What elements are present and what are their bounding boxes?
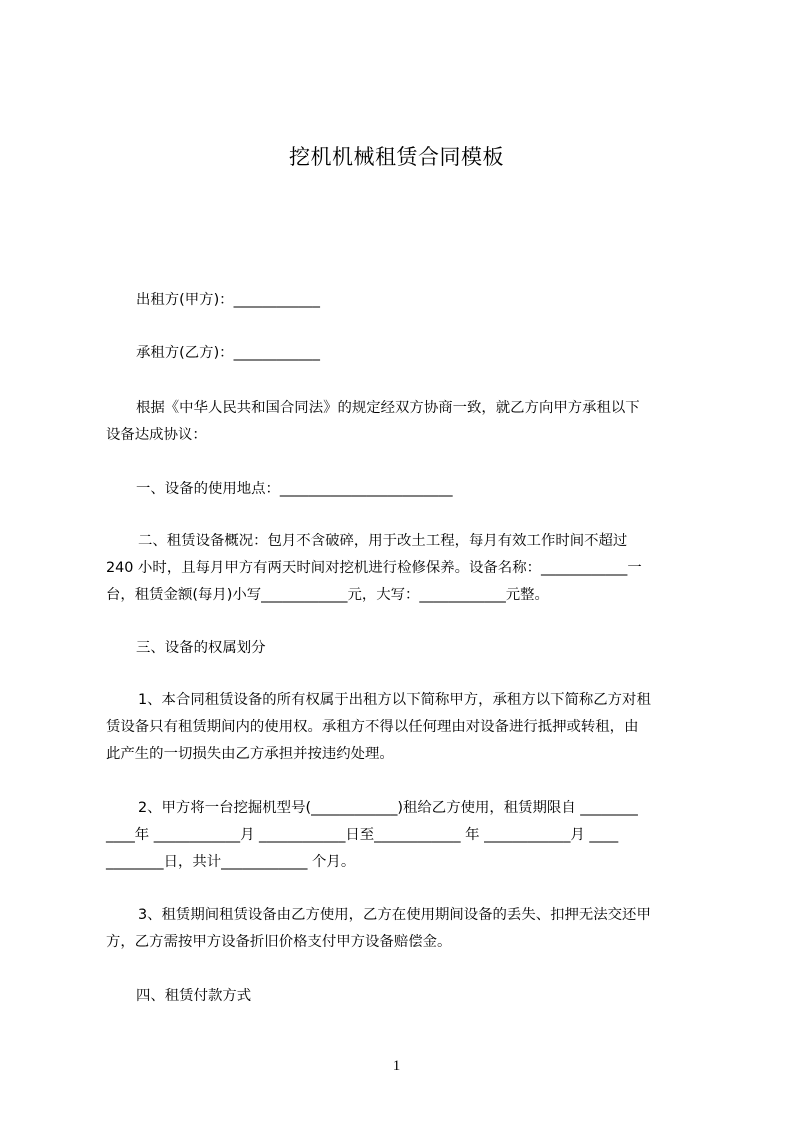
clause-two-line-1: 2、甲方将一台挖掘机型号(____________)租给乙方使用，租赁期限自 ________ <box>138 800 638 816</box>
clause-one-line-1: 1、本合同租赁设备的所有权属于出租方以下简称甲方，承租方以下简称乙方对租 <box>138 692 651 708</box>
clause-one-line-2: 赁设备只有租赁期间内的使用权。承租方不得以任何理由对设备进行抵押或转租，由 <box>106 719 639 735</box>
document-title: 挖机机械租赁合同模板 <box>289 145 504 169</box>
section-two-line-2: 240 小时，且每月甲方有两天时间对挖机进行检修保养。设备名称：____________一 <box>106 560 642 576</box>
page-number: 1 <box>392 1058 401 1074</box>
section-three-heading: 三、设备的权属划分 <box>136 640 266 656</box>
clause-three-line-1: 3、租赁期间租赁设备由乙方使用，乙方在使用期间设备的丢失、扣押无法交还甲 <box>138 907 651 923</box>
lessor-line: 出租方(甲方)：____________ <box>136 292 320 308</box>
agreement-intro-line-2: 设备达成协议： <box>106 427 207 443</box>
agreement-intro-line-1: 根据《中华人民共和国合同法》的规定经双方协商一致，就乙方向甲方承租以下 <box>136 400 640 416</box>
lessee-line: 承租方(乙方)：____________ <box>136 345 320 361</box>
clause-two-line-2: ____年 ____________月 ____________日至____________ 年 ____________月 ____ <box>106 827 619 843</box>
clause-two-line-3: ________日，共计____________ 个月。 <box>106 854 356 870</box>
section-two-line-1: 二、租赁设备概况：包月不含破碎，用于改土工程，每月有效工作时间不超过 <box>138 533 628 549</box>
clause-one-line-3: 此产生的一切损失由乙方承担并按违约处理。 <box>106 746 394 762</box>
section-two-line-3: 台，租赁金额(每月)小写____________元，大写：____________元整。 <box>106 587 549 603</box>
section-one-location: 一、设备的使用地点：________________________ <box>136 481 453 497</box>
section-four-heading: 四、租赁付款方式 <box>136 988 252 1004</box>
clause-three-line-2: 方，乙方需按甲方设备折旧价格支付甲方设备赔偿金。 <box>106 934 452 950</box>
